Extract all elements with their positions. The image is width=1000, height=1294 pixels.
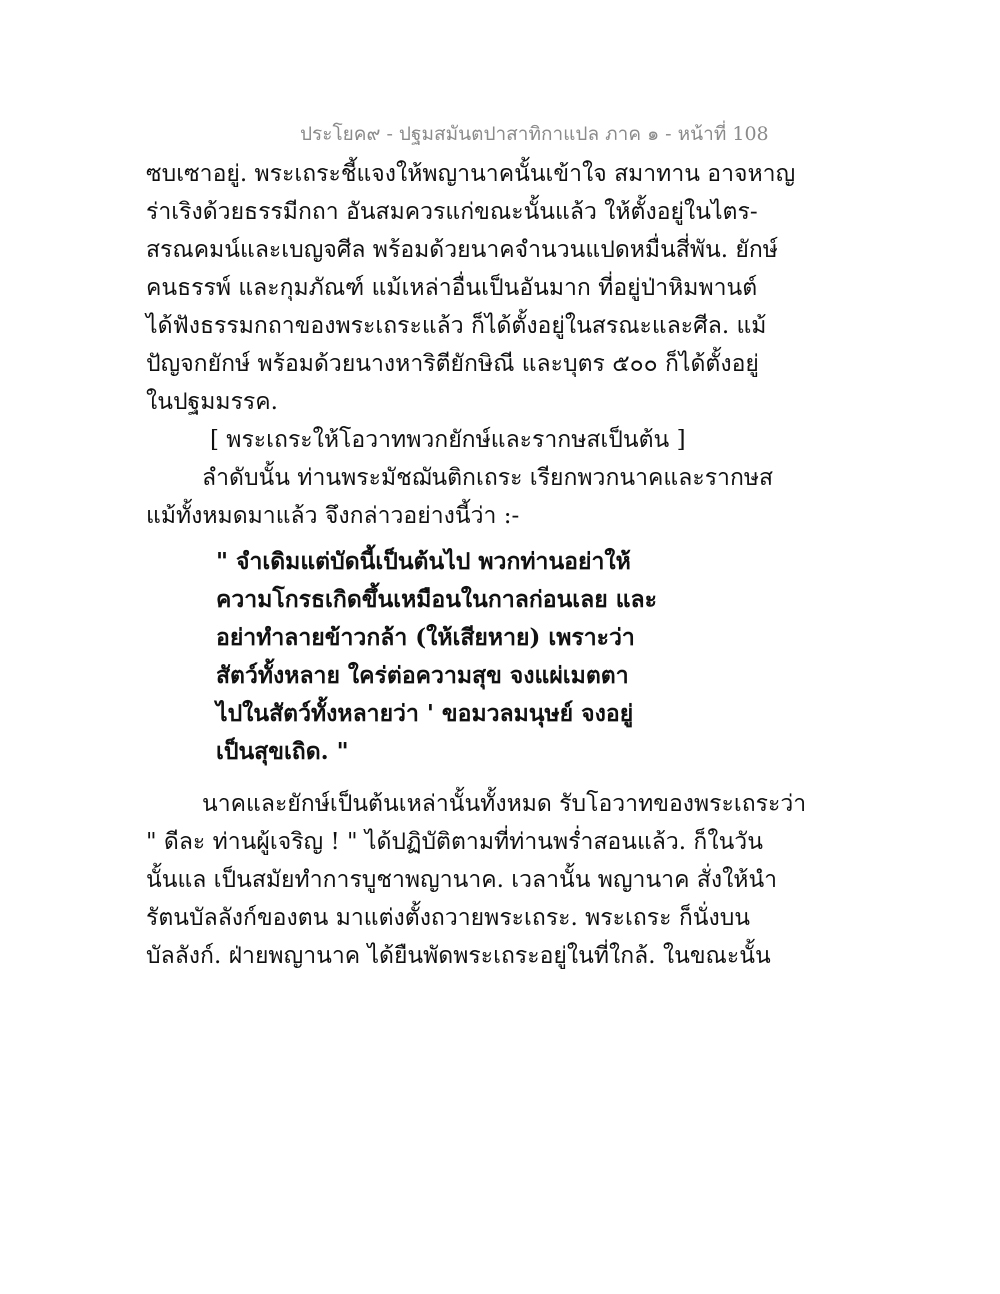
body-line: สรณคมน์และเบญจศีล พร้อมด้วยนาคจำนวนแปดหมื่นสี่พัน. ยักษ์ [146,237,778,263]
quote-line: ไปในสัตว์ทั้งหลายว่า ' ขอมวลมนุษย์ จงอยู่ [216,700,634,727]
body-line: แม้ทั้งหมดมาแล้ว จึงกล่าวอย่างนี้ว่า :- [146,503,520,529]
quote-line: ความโกรธเกิดขึ้นเหมือนในกาลก่อนเลย และ [216,586,657,613]
body-line: นาคและยักษ์เป็นต้นเหล่านั้นทั้งหมด รับโอวาทของพระเถระว่า [202,791,807,817]
body-line: ซบเซาอยู่. พระเถระชี้แจงให้พญานาคนั้นเข้าใจ สมาทาน อาจหาญ [146,161,796,187]
body-line: ลำดับนั้น ท่านพระมัชฌันติกเถระ เรียกพวกนาคและรากษส [202,465,774,491]
body-line: ในปฐมมรรค. [146,389,278,415]
body-line: ร่าเริงด้วยธรรมีกถา อันสมควรแก่ขณะนั้นแล้ว ให้ตั้งอยู่ในไตร- [146,199,758,225]
quote-line: อย่าทำลายข้าวกล้า (ให้เสียหาย) เพราะว่า [216,624,635,651]
quote-line: " จำเดิมแต่บัดนี้เป็นต้นไป พวกท่านอย่าให้ [216,548,631,575]
quote-line: สัตว์ทั้งหลาย ใคร่ต่อความสุข จงแผ่เมตตา [216,662,629,689]
section-heading: [ พระเถระให้โอวาทพวกยักษ์และรากษสเป็นต้น ] [210,427,686,453]
body-line: คนธรรพ์ และกุมภัณฑ์ แม้เหล่าอื่นเป็นอันมาก ที่อยู่ป่าหิมพานต์ [146,275,758,301]
body-line: บัลลังก์. ฝ่ายพญานาค ได้ยืนพัดพระเถระอยู่ในที่ใกล้. ในขณะนั้น [146,943,771,969]
body-line: " ดีละ ท่านผู้เจริญ ! " ได้ปฏิบัติตามที่ท่านพร่ำสอนแล้ว. ก็ในวัน [146,829,763,855]
body-line: ปัญจกยักษ์ พร้อมด้วยนางหาริตียักษิณี และบุตร ๕๐๐ ก็ได้ตั้งอยู่ [146,351,759,377]
body-line: นั้นแล เป็นสมัยทำการบูชาพญานาค. เวลานั้น พญานาค สั่งให้นำ [146,867,778,893]
quote-line: เป็นสุขเถิด. " [216,738,349,765]
body-line: ได้ฟังธรรมกถาของพระเถระแล้ว ก็ได้ตั้งอยู่ในสรณะและศีล. แม้ [146,313,767,339]
body-line: รัตนบัลลังก์ของตน มาแต่งตั้งถวายพระเถระ. พระเถระ ก็นั่งบน [146,905,751,931]
running-header: ประโยค๙ - ปฐมสมันตปาสาทิกาแปล ภาค ๑ - หน้าที่ 108 [300,123,769,145]
